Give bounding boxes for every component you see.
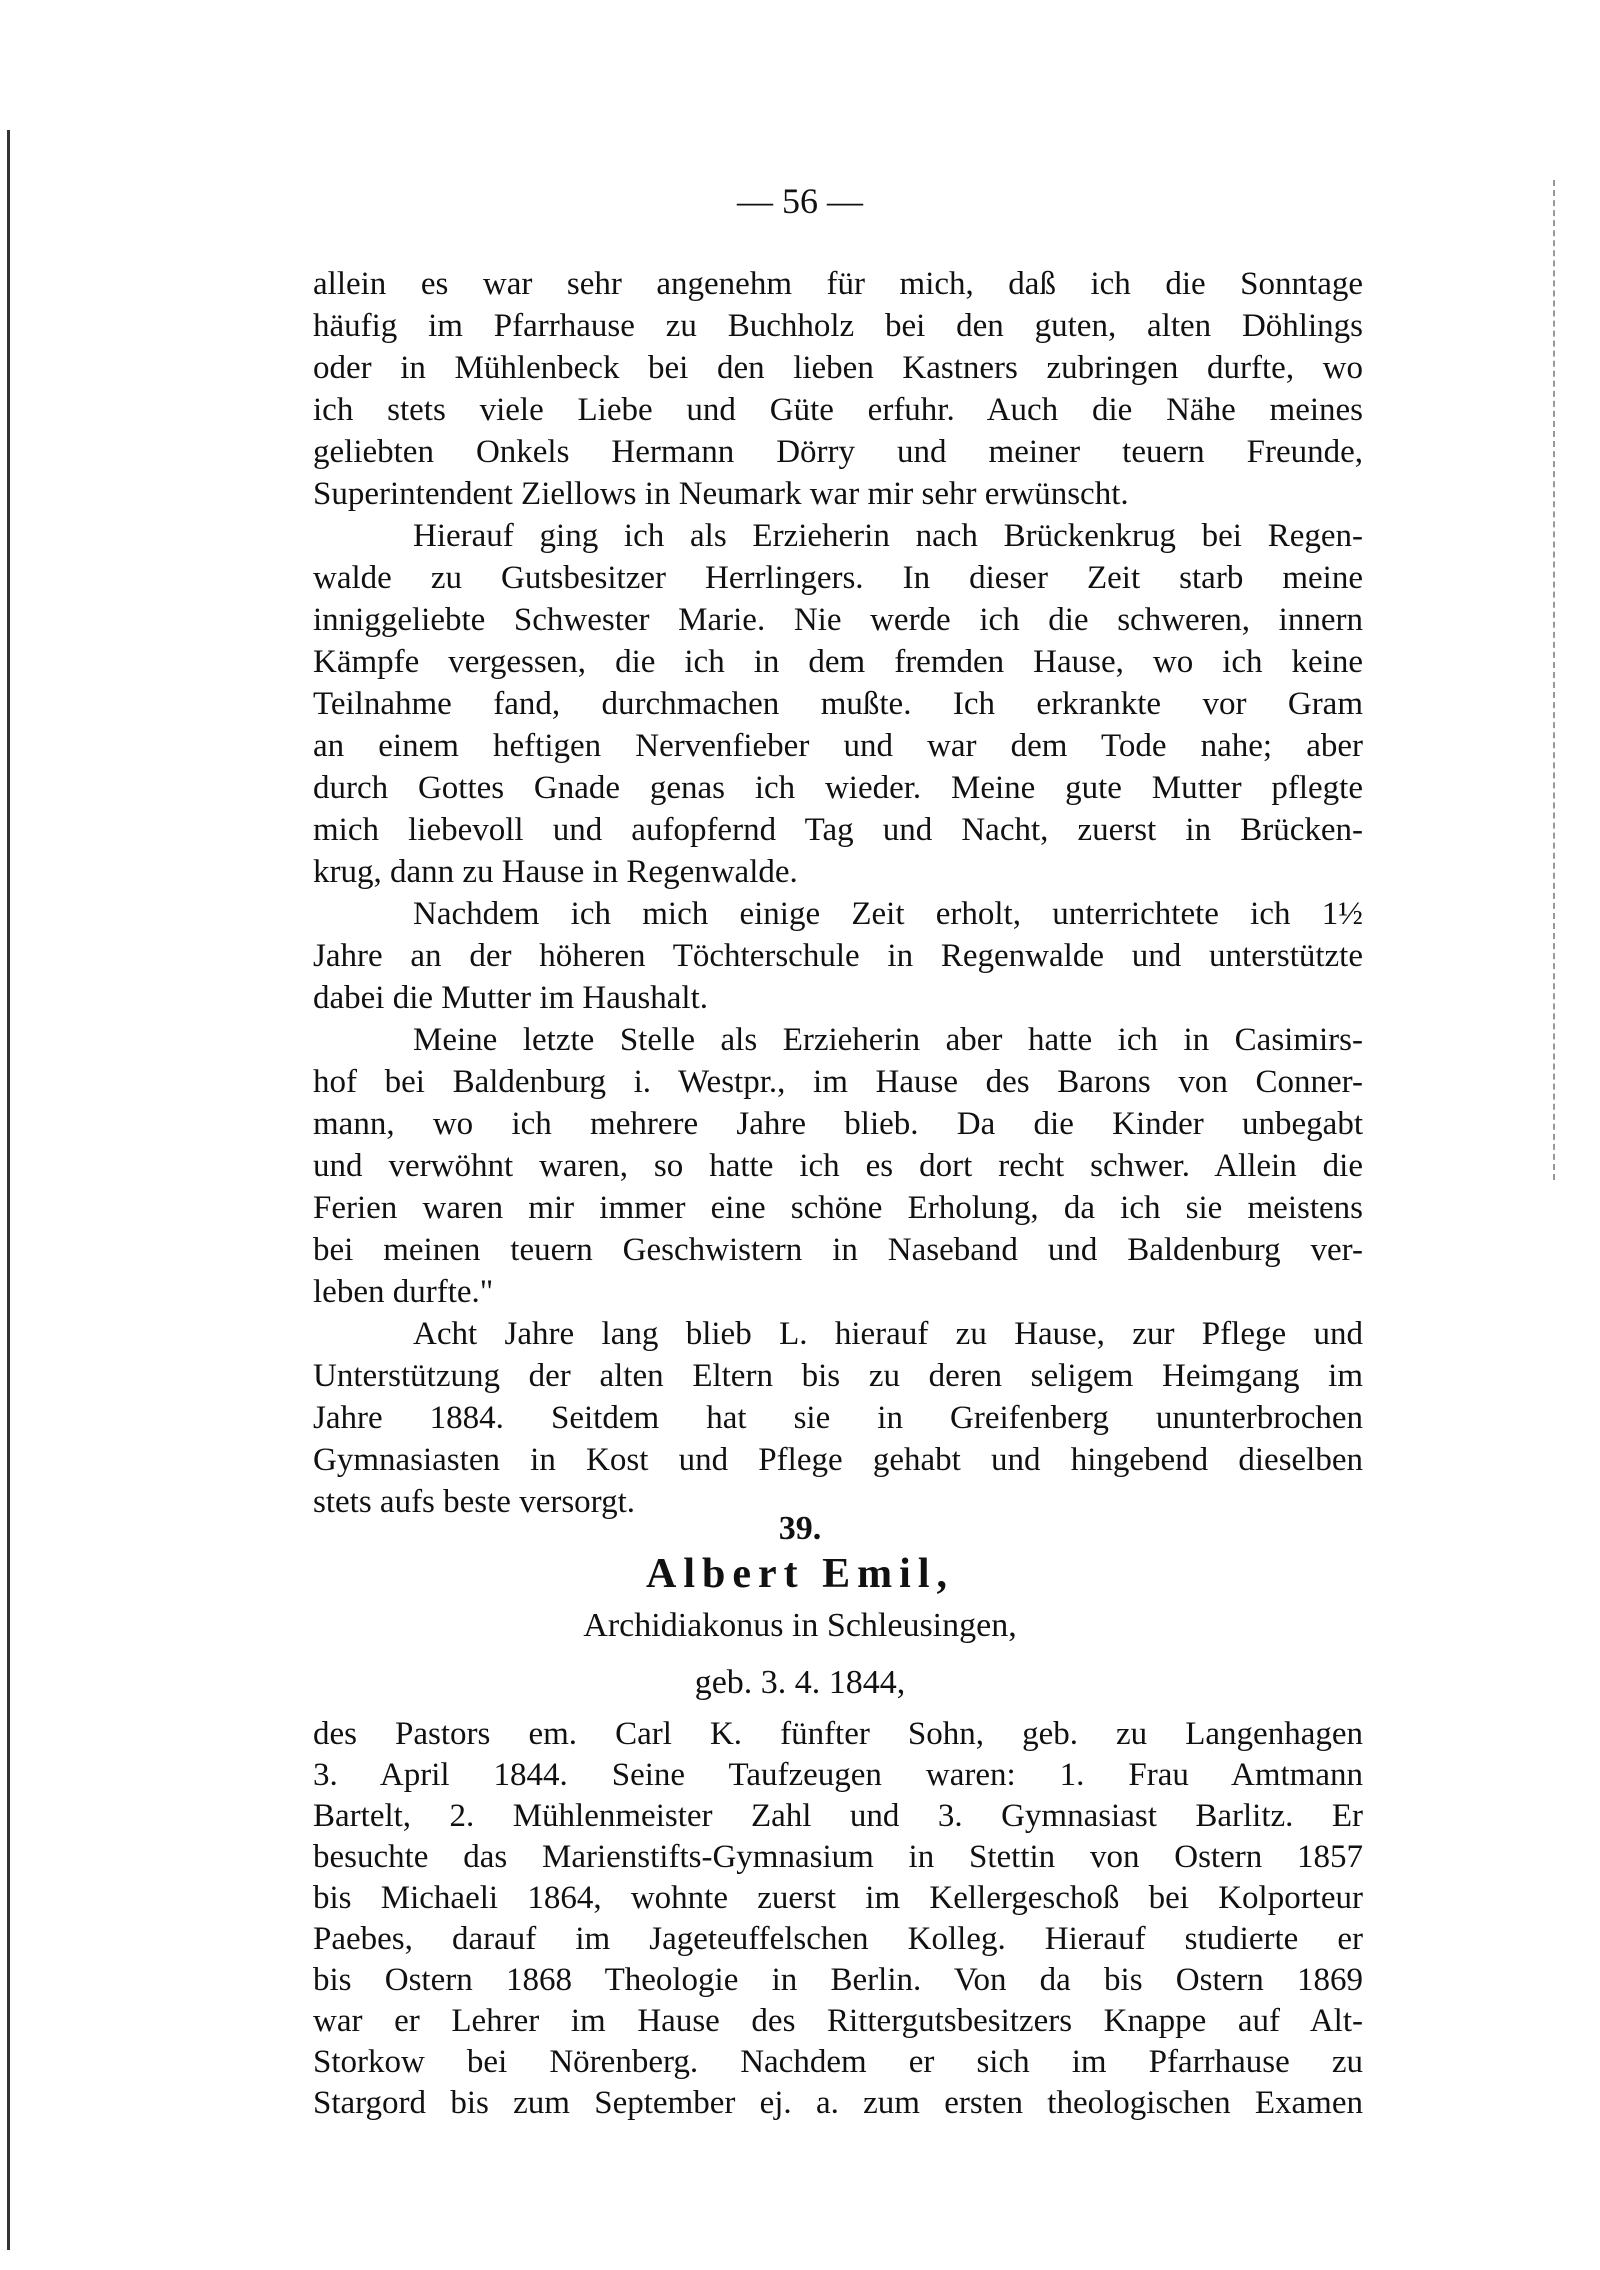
text-line: krug, dann zu Hause in Regenwalde.: [313, 854, 798, 890]
text-line: Meine letzte Stelle als Erzieherin aber hatte ich in Casimirs-: [413, 1022, 1363, 1058]
text-line: Kämpfe vergessen, die ich in dem fremden Hause, wo ich keine: [313, 644, 1363, 680]
text-line: hof bei Baldenburg i. Westpr., im Hause des Barons von Conner-: [313, 1064, 1363, 1100]
text-line: Jahre an der höheren Töchterschule in Regenwalde und unterstützte: [313, 938, 1363, 974]
text-line: Bartelt, 2. Mühlenmeister Zahl und 3. Gymnasiast Barlitz. Er: [313, 1798, 1363, 1834]
text-line: Teilnahme fand, durchmachen mußte. Ich erkrankte vor Gram: [313, 686, 1363, 722]
text-line: und verwöhnt waren, so hatte ich es dort recht schwer. Allein die: [313, 1148, 1363, 1184]
text-line: bis Michaeli 1864, wohnte zuerst im Kellergeschoß bei Kolporteur: [313, 1880, 1363, 1916]
entry-name: Albert Emil,: [646, 1551, 954, 1597]
text-line: ich stets viele Liebe und Güte erfuhr. Auch die Nähe meines: [313, 392, 1363, 428]
text-line: dabei die Mutter im Haushalt.: [313, 980, 708, 1016]
text-line: oder in Mühlenbeck bei den lieben Kastners zubringen durfte, wo: [313, 350, 1363, 386]
text-line: geliebten Onkels Hermann Dörry und meiner teuern Freunde,: [313, 434, 1363, 470]
text-line: leben durfte.": [313, 1274, 494, 1310]
text-line: walde zu Gutsbesitzer Herrlingers. In dieser Zeit starb meine: [313, 560, 1363, 596]
text-line: des Pastors em. Carl K. fünfter Sohn, geb. zu Langenhagen: [313, 1716, 1363, 1752]
text-line: häufig im Pfarrhause zu Buchholz bei den guten, alten Döhlings: [313, 308, 1363, 344]
scan-edge-left: [7, 130, 10, 2250]
text-block-bottom: [313, 1714, 1363, 2124]
text-line: bis Ostern 1868 Theologie in Berlin. Von da bis Ostern 1869: [313, 1962, 1363, 1998]
scan-edge-right: [1553, 180, 1555, 1180]
entry-title: Archidiakonus in Schleusingen,: [583, 1607, 1017, 1644]
text-line: mann, wo ich mehrere Jahre blieb. Da die Kinder unbegabt: [313, 1106, 1363, 1142]
entry-birth: geb. 3. 4. 1844,: [694, 1664, 906, 1701]
text-line: Ferien waren mir immer eine schöne Erholung, da ich sie meistens: [313, 1190, 1363, 1226]
text-line: besuchte das Marienstifts-Gymnasium in Stettin von Ostern 1857: [313, 1839, 1363, 1875]
text-line: Paebes, darauf im Jageteuffelschen Kolleg. Hierauf studierte er: [313, 1921, 1363, 1957]
text-line: an einem heftigen Nervenfieber und war dem Tode nahe; aber: [313, 728, 1363, 764]
text-line: Gymnasiasten in Kost und Pflege gehabt und hingebend dieselben: [313, 1442, 1363, 1478]
text-line: durch Gottes Gnade genas ich wieder. Meine gute Mutter pflegte: [313, 770, 1363, 806]
text-line: Superintendent Ziellows in Neumark war mir sehr erwünscht.: [313, 476, 1129, 512]
text-line: Stargord bis zum September ej. a. zum ersten theologischen Examen: [313, 2085, 1363, 2121]
text-line: mich liebevoll und aufopfernd Tag und Nacht, zuerst in Brücken-: [313, 812, 1363, 848]
text-line: war er Lehrer im Hause des Rittergutsbesitzers Knappe auf Alt-: [313, 2003, 1363, 2039]
text-line: 3. April 1844. Seine Taufzeugen waren: 1. Frau Amtmann: [313, 1757, 1363, 1793]
text-line: Storkow bei Nörenberg. Nachdem er sich im Pfarrhause zu: [313, 2044, 1363, 2080]
text-line: Jahre 1884. Seitdem hat sie in Greifenberg ununterbrochen: [313, 1400, 1363, 1436]
text-line: inniggeliebte Schwester Marie. Nie werde ich die schweren, innern: [313, 602, 1363, 638]
text-line: stets aufs beste versorgt.: [313, 1484, 635, 1520]
text-line: allein es war sehr angenehm für mich, daß ich die Sonntage: [313, 266, 1363, 302]
text-line: bei meinen teuern Geschwistern in Naseband und Baldenburg ver-: [313, 1232, 1363, 1268]
text-line: Unterstützung der alten Eltern bis zu deren seligem Heimgang im: [313, 1358, 1363, 1394]
text-line: Hierauf ging ich als Erzieherin nach Brückenkrug bei Regen-: [413, 518, 1363, 554]
text-line: Nachdem ich mich einige Zeit erholt, unterrichtete ich 1½: [413, 896, 1363, 932]
text-block-top: [313, 263, 1363, 1523]
text-line: Acht Jahre lang blieb L. hierauf zu Hause, zur Pflege und: [413, 1316, 1363, 1352]
entry-number: 39.: [778, 1510, 822, 1547]
page-number: — 56 —: [737, 181, 863, 221]
